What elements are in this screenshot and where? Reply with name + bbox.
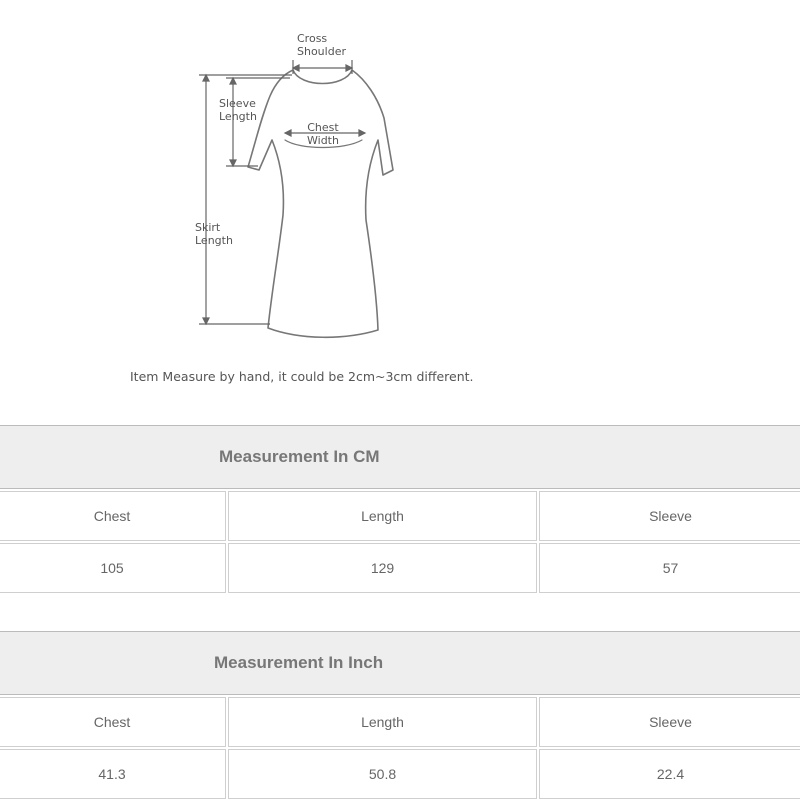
- cross-shoulder-label: Cross Shoulder: [297, 32, 346, 58]
- header-length: Length: [228, 697, 537, 747]
- value-length: 129: [228, 543, 537, 593]
- skirt-length-label: Skirt Length: [195, 221, 233, 247]
- chest-width-label: Chest Width: [307, 121, 339, 147]
- header-sleeve: Sleeve: [539, 697, 800, 747]
- header-sleeve: Sleeve: [539, 491, 800, 541]
- value-sleeve: 22.4: [539, 749, 800, 799]
- dress-outline: [248, 70, 393, 337]
- header-length: Length: [228, 491, 537, 541]
- header-chest: Chest: [0, 491, 226, 541]
- table-title: [0, 425, 800, 489]
- table-title-text: Measurement In Inch: [214, 653, 384, 672]
- table-title-text: Measurement In CM: [219, 447, 380, 466]
- table-header-row: [0, 491, 800, 541]
- table-row: [0, 543, 800, 593]
- measurement-table-inch: [0, 631, 800, 799]
- table-title: [0, 631, 800, 695]
- measurement-table-cm: [0, 425, 800, 593]
- header-chest: Chest: [0, 697, 226, 747]
- measurement-note: Item Measure by hand, it could be 2cm~3cm different.: [130, 369, 474, 384]
- value-chest: 105: [0, 543, 226, 593]
- sleeve-length-label: Sleeve Length: [219, 97, 257, 123]
- value-sleeve: 57: [539, 543, 800, 593]
- table-header-row: [0, 697, 800, 747]
- value-chest: 41.3: [0, 749, 226, 799]
- table-row: [0, 749, 800, 799]
- value-length: 50.8: [228, 749, 537, 799]
